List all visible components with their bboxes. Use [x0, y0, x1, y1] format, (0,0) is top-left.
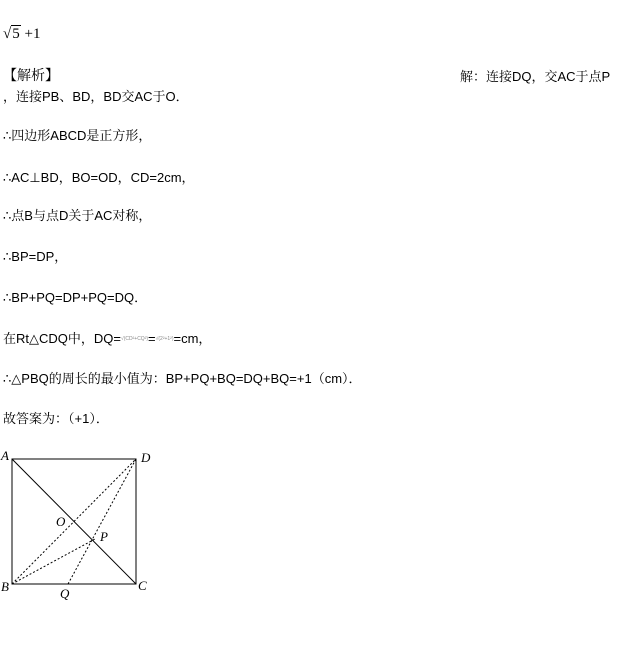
- analysis-intro-continued: ，连接PB、BD，BD交AC于O．: [3, 89, 189, 104]
- dashed-dq: [68, 459, 136, 584]
- step-perimeter: [3, 371, 362, 387]
- answer-expression: [3, 26, 40, 43]
- label-q: Q: [60, 586, 70, 601]
- rt-prefix: 在Rt△CDQ中，DQ=: [3, 331, 121, 346]
- therefore-symbol: ∴: [3, 290, 12, 305]
- step-square: [3, 128, 151, 144]
- dashed-bp: [12, 539, 95, 584]
- therefore-symbol: ∴: [3, 371, 12, 386]
- formula-image-1: √(CD²+CQ²): [120, 336, 149, 342]
- step-symmetry: [3, 208, 151, 224]
- therefore-symbol: ∴: [3, 170, 12, 185]
- label-d: D: [141, 450, 151, 465]
- rt-eq: =: [148, 331, 156, 346]
- label-b: B: [1, 579, 9, 594]
- therefore-symbol: ∴: [3, 128, 12, 143]
- step-perpendicular: [3, 170, 195, 186]
- step-text: 四边形ABCD是正方形，: [11, 128, 152, 143]
- step-right-triangle: [3, 331, 211, 347]
- label-o: O: [56, 514, 66, 529]
- step-text: BP+PQ=DP+PQ=DQ．: [11, 290, 148, 305]
- formula-image-2: √(2²+1²): [155, 336, 174, 342]
- therefore-symbol: ∴: [3, 249, 12, 264]
- step-text: AC⊥BD，BO=OD，CD=2cm，: [11, 170, 195, 185]
- label-p: P: [100, 529, 108, 544]
- label-c: C: [138, 578, 147, 593]
- square-figure: [0, 445, 170, 605]
- therefore-symbol: ∴: [3, 208, 12, 223]
- radicand: 5: [12, 26, 20, 42]
- step-bp-dp: [3, 249, 67, 265]
- step-text: BP=DP，: [11, 249, 68, 264]
- step-text: 点B与点D关于AC对称，: [11, 208, 152, 223]
- conclusion: 故答案为：（+1）．: [3, 411, 109, 426]
- step-text: △PBQ的周长的最小值为：BP+PQ+BQ=DQ+BQ=+1（cm）．: [11, 371, 362, 386]
- sqrt-sign: √: [3, 26, 12, 42]
- analysis-heading: 【解析】: [3, 67, 59, 83]
- rt-suffix: =cm，: [173, 331, 212, 346]
- label-a: A: [1, 448, 9, 463]
- analysis-intro-right: 解：连接DQ，交AC于点P: [460, 69, 611, 84]
- answer-rest: +1: [24, 26, 41, 42]
- step-sum: [3, 290, 147, 306]
